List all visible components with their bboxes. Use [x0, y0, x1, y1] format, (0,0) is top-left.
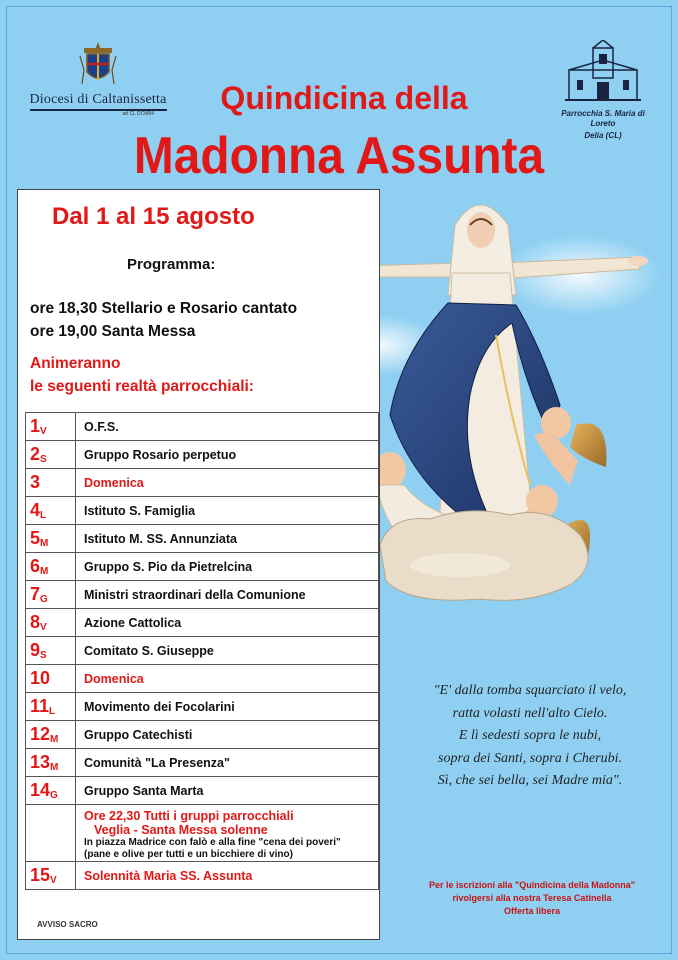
day-group: Solennità Maria SS. Assunta [76, 862, 379, 890]
day-number: $4_L$ [26, 497, 76, 525]
poem-line: Sì, che sei bella, sei Madre mia". [437, 773, 623, 788]
poem-line: sopra dei Santi, sopra i Cherubi. [438, 750, 622, 766]
day-number: $8_V$ [26, 609, 76, 637]
day-group: Gruppo Catechisti [76, 721, 379, 749]
day-number: $7_G$ [26, 581, 76, 609]
day-group: Istituto S. Famiglia [76, 497, 379, 525]
day-number: $14_G$ [26, 777, 76, 805]
diocese-name: Diocesi di Caltanissetta [30, 92, 167, 111]
day-row [26, 749, 379, 777]
day-group: Gruppo Santa Marta [76, 777, 379, 805]
day-number: $9_S$ [26, 637, 76, 665]
program-heading: Programma: [127, 256, 216, 273]
day-row [26, 862, 379, 890]
dates-heading: Dal 1 al 15 agosto [52, 203, 255, 230]
day-number: 10 [26, 665, 76, 693]
day-group: Comitato S. Giuseppe [76, 637, 379, 665]
day-number: $11_L$ [26, 693, 76, 721]
day-group: Gruppo S. Pio da Pietrelcina [76, 553, 379, 581]
day-group: Comunità "La Presenza" [76, 749, 379, 777]
day-group: Domenica [76, 665, 379, 693]
days-table [25, 412, 379, 890]
day-group: O.F.S. [76, 413, 379, 441]
day-number: $12_M$ [26, 721, 76, 749]
day-group: Ministri straordinari della Comunione [76, 581, 379, 609]
vigil-time: Ore 22,30 Tutti i gruppi parrocchiali [84, 809, 294, 823]
vigil-row [26, 805, 379, 862]
diocese-subtext: ad CL DCM84 [122, 111, 154, 117]
day-number: $15_V$ [26, 862, 76, 890]
day-group: Azione Cattolica [76, 609, 379, 637]
poem-line: E lì sedesti sopra le nubi, [458, 728, 602, 743]
schedule-line: ore 18,30 Stellario e Rosario cantato [30, 300, 298, 317]
animation-intro: Animeranno [30, 355, 121, 372]
day-group: Gruppo Rosario perpetuo [76, 441, 379, 469]
day-group: Domenica [76, 469, 379, 497]
day-number: $5_M$ [26, 525, 76, 553]
day-row [26, 525, 379, 553]
day-group: Istituto M. SS. Annunziata [76, 525, 379, 553]
day-row [26, 777, 379, 805]
day-number: $13_M$ [26, 749, 76, 777]
day-number: $1_V$ [26, 413, 76, 441]
poem [395, 680, 665, 793]
vigil-title: Veglia - Santa Messa solenne [94, 823, 268, 837]
avviso-sacro: AVVISO SACRO [37, 920, 98, 929]
registration-line: Offerta libera [503, 906, 561, 916]
registration-line: Per le iscrizioni alla "Quindicina della Madonna" [428, 880, 636, 890]
registration-note [387, 879, 677, 918]
vigil-note: (pane e olive per tutti e un bicchiere di vino) [84, 849, 293, 860]
day-row [26, 693, 379, 721]
day-number: 3 [26, 469, 76, 497]
day-row [26, 721, 379, 749]
day-row [26, 553, 379, 581]
parish-town: Delia (CL) [584, 131, 622, 140]
title-line-2: Madonna Assunta [133, 127, 545, 185]
poem-line: ratta volasti nell'alto Cielo. [452, 705, 608, 721]
animation-intro: le seguenti realtà parrocchiali: [30, 378, 254, 395]
day-number: $6_M$ [26, 553, 76, 581]
day-row [26, 469, 379, 497]
schedule-line: ore 19,00 Santa Messa [30, 323, 196, 340]
day-row [26, 413, 379, 441]
day-row [26, 637, 379, 665]
day-row [26, 441, 379, 469]
day-row [26, 497, 379, 525]
day-number: $2_S$ [26, 441, 76, 469]
day-group: Movimento dei Focolarini [76, 693, 379, 721]
title-line-1: Quindicina della [220, 80, 468, 116]
day-row [26, 609, 379, 637]
day-row [26, 665, 379, 693]
day-row [26, 581, 379, 609]
parish-name: Parrocchia S. Maria di Loreto [561, 109, 645, 128]
poem-line: "E' dalla tomba squarciato il velo, [433, 683, 627, 698]
vigil-note: In piazza Madrice con falò e alla fine "cena dei poveri" [84, 837, 341, 848]
registration-line: rivolgersi alla nostra Teresa Catinella [452, 893, 612, 903]
